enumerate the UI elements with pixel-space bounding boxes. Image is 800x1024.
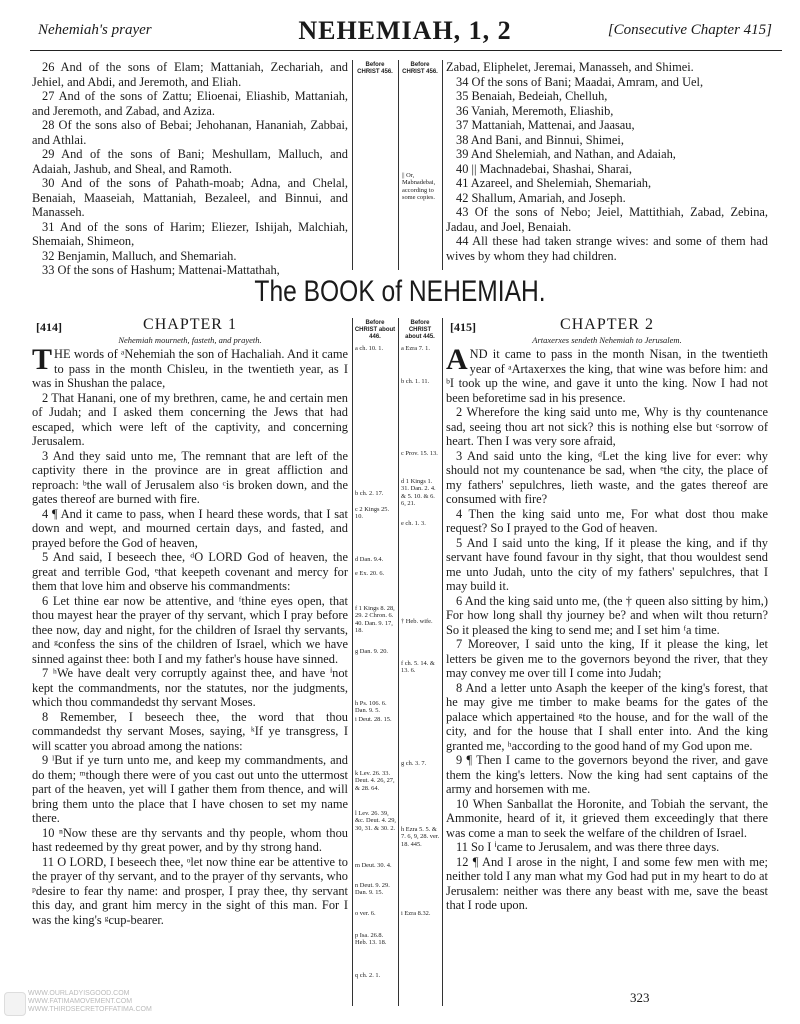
ref-b: g ch. 3. 7.: [401, 760, 427, 767]
verse: 35 Benaiah, Bedeiah, Chelluh,: [456, 89, 608, 103]
chapter-1-title: CHAPTER 1: [143, 316, 237, 333]
running-header: [38, 16, 772, 44]
verse: 43 Of the sons of Nebo; Jeiel, Mattithiah, Zabad, Zebina, Jadau, and Joel, Benaiah.: [446, 205, 768, 234]
verse: 37 Mattaniah, Mattenai, and Jaasau,: [456, 118, 635, 132]
column-divider: [352, 318, 353, 1006]
ezra-left-column: [32, 60, 348, 278]
verse: 7 Moreover, I said unto the king, If it please the king, let letters be given me to the governors beyond the river, that they may convey me over till I come into Judah;: [446, 637, 768, 680]
chapter-1-column: [32, 318, 348, 927]
verse: 34 Of the sons of Bani; Maadai, Amram, and Uel,: [456, 74, 704, 89]
verse: 5 And said, I beseech thee, ᵈO LORD God of heaven, the great and terrible God, ᵉthat keepeth covenant and mercy for them that love him and observe his commandments:: [32, 550, 348, 593]
verse: 4 Then the king said unto me, For what dost thou make request? So I prayed to the God of heaven.: [446, 506, 768, 535]
verse: 27 And of the sons of Zattu; Elioenai, Eliashib, Mattaniah, and Jeremoth, and Zabad, and Aziza.: [32, 89, 348, 118]
watermark-line: WWW.THIRDSECRETOFFATIMA.COM: [28, 1006, 152, 1013]
ref-b: e ch. 1. 3.: [401, 520, 426, 527]
ezra-right-column: [446, 60, 768, 263]
chapter-2-title: CHAPTER 2: [560, 316, 654, 333]
verse: ND it came to pass in the month Nisan, in the twentieth year of ᵃArtaxerxes the king, that wine was before him: and ᵇI took up the wine, and gave it unto the king. Now I had not been beforetime sad in his presence.: [446, 347, 768, 405]
ref-a: e Ex. 20. 6.: [355, 570, 385, 577]
ref-a: p Isa. 26.8. Heb. 13. 18.: [355, 932, 387, 947]
watermark-line: WWW.OURLADYISGOOD.COM: [28, 990, 130, 997]
verse: 8 And a letter unto Asaph the keeper of the king's forest, that he may give me timber to make beams for the gates of the palace which appertained ᵍto the house, and for the wall of the city, and for the house that I shall enter into. And the king granted me, ʰaccording to the good hand of my God upon me.: [446, 680, 768, 753]
drop-cap: A: [446, 343, 468, 376]
verse: 42 Shallum, Amariah, and Joseph.: [456, 190, 626, 205]
column-divider: [398, 318, 399, 1006]
column-divider: [398, 60, 399, 270]
verse: 44 All these had taken strange wives: and some of them had wives by whom they had children.: [446, 234, 768, 263]
ref-b: i Ezra 8.32.: [401, 910, 431, 917]
verse: 8 Remember, I beseech thee, the word that thou commandedst thy servant Moses, saying, ᵏIf ye transgress, I will scatter you abroad among the nations:: [32, 709, 348, 753]
verse: 2 That Hanani, one of my brethren, came, he and certain men of Judah; and I asked them concerning the Jews that had escaped, which were left of the captivity, and concerning Jerusalem.: [32, 390, 348, 448]
ref-a: n Deut. 9. 29. Dan. 9. 15.: [355, 882, 390, 897]
ref-a: d Dan. 9.4.: [355, 556, 384, 563]
verse: 11 O LORD, I beseech thee, ᵒlet now thine ear be attentive to the prayer of thy servant, and to the prayer of thy servants, who ᵖdesire to fear thy name: and prosper, I pray thee, thy servant this day, and grant him mercy in the sight of this man. For I was the king's ᵍcup-bearer.: [32, 854, 348, 927]
before-christ-marker: Before CHRIST about 446.: [354, 320, 396, 340]
chapter-2-column: [446, 318, 768, 913]
verse: 5 And I said unto the king, If it please the king, and if thy servant have found favour in thy sight, that thou wouldest send me unto Judah, unto the city of my fathers' sepulchres, that I may build it.: [446, 535, 768, 593]
verse: 28 Of the sons also of Bebai; Jehohanan, Hananiah, Zabbai, and Athlai.: [32, 118, 348, 147]
watermark-seal-icon: [4, 992, 26, 1016]
ref-a: m Deut. 30. 4.: [355, 862, 392, 869]
chapter-1-summary: Nehemiah mourneth, fasteth, and prayeth.: [118, 334, 262, 345]
verse: 10 When Sanballat the Horonite, and Tobiah the servant, the Ammonite, heard of it, it grieved them exceedingly that there was come a man to seek the welfare of the children of Israel.: [446, 796, 768, 840]
verse: 39 And Shelemiah, and Nathan, and Adaiah,: [456, 147, 676, 161]
watermark-line: WWW.FATIMAMOVEMENT.COM: [28, 998, 133, 1005]
verse: 3 And said unto the king, ᵈLet the king live for ever: why should not my countenance be sad, when ᵉthe city, the place of my fathers' sepulchres, lieth waste, and the gates thereof are consumed with fire?: [446, 448, 768, 506]
before-christ-marker: Before CHRIST about 445.: [405, 320, 435, 340]
ref-a: l Lev. 26. 39, &c. Deut. 4. 29, 30, 31. & 30. 2.: [355, 810, 396, 832]
watermark: [28, 990, 152, 1014]
header-rule: [30, 50, 782, 51]
verse: 26 And of the sons of Elam; Mattaniah, Zechariah, and Jehiel, and Abdi, and Jeremoth, and Eliah.: [32, 60, 348, 89]
ref-b: † Heb. wife.: [401, 618, 433, 625]
ref-a: i Deut. 28. 15.: [355, 716, 392, 723]
marginal-note: || Or, Mabnadebai, according to some copies.: [402, 172, 436, 202]
book-title: The BOOK of NEHEMIAH.: [254, 275, 546, 308]
drop-cap: T: [32, 343, 53, 376]
ref-a: f 1 Kings 8. 28, 29. 2 Chron. 6. 40. Dan. 9. 17, 18.: [355, 605, 395, 635]
verse: 3 And they said unto me, The remnant that are left of the captivity there in the province are in great affliction and reproach: ᵇthe wall of Jerusalem also ᶜis broken down, and the gates thereof are burned with fire.: [32, 448, 348, 506]
verse: 2 Wherefore the king said unto me, Why is thy countenance sad, seeing thou art not sick? this is nothing else but ᶜsorrow of heart. Then I was very sore afraid,: [446, 405, 768, 448]
header-right: [Consecutive Chapter 415]: [607, 22, 772, 38]
ref-a: o ver. 6.: [355, 910, 376, 917]
verse: HE words of ᵃNehemiah the son of Hachaliah. And it came to pass in the month Chisleu, in the twentieth year, as I was in Shushan the palace,: [32, 347, 348, 390]
verse: 10 ⁿNow these are thy servants and thy people, whom thou hast redeemed by thy great power, and by thy strong hand.: [32, 825, 348, 854]
column-divider: [442, 318, 443, 1006]
verse: 41 Azareel, and Shelemiah, Shemariah,: [456, 176, 652, 190]
ref-a: b ch. 2. 17.: [355, 490, 384, 497]
before-christ-marker: Before CHRIST 456.: [357, 62, 393, 75]
verse: 9 ˡBut if ye turn unto me, and keep my commandments, and do them; ᵐthough there were of you cast out unto the uttermost part of the heaven, yet will I gather them from thence, and will bring them unto the place that I have chosen to set my name there.: [32, 753, 348, 825]
chapter-number: [414]: [36, 320, 62, 334]
verse: 36 Vaniah, Meremoth, Eliashib,: [456, 103, 614, 118]
verse: Zabad, Eliphelet, Jeremai, Manasseh, and Shimei.: [446, 60, 694, 74]
ref-a: h Ps. 106. 6. Dan. 9. 5.: [355, 700, 387, 715]
header-center: NEHEMIAH, 1, 2: [298, 16, 512, 45]
verse: 30 And of the sons of Pahath-moab; Adna, and Chelal, Benaiah, Maaseiah, Mattaniah, Bezaleel, and Binnui, and Manasseh.: [32, 176, 348, 219]
column-divider: [442, 60, 443, 270]
before-christ-marker: Before CHRIST 456.: [402, 62, 438, 75]
verse: 6 Let thine ear now be attentive, and ᶠthine eyes open, that thou mayest hear the prayer of thy servant, which I pray before thee now, day and night, for the children of Israel thy servants, and ᵍconfess the sins of the children of Israel, which we have sinned against thee: both I and my father's house have sinned.: [32, 593, 348, 666]
verse: 32 Benjamin, Malluch, and Shemariah.: [42, 248, 237, 263]
page-number: 323: [630, 990, 650, 1005]
verse: 29 And of the sons of Bani; Meshullam, Malluch, and Adaiah, Jashub, and Sheal, and Ramoth.: [32, 147, 348, 176]
verse: 4 ¶ And it came to pass, when I heard these words, that I sat down and wept, and mourned certain days, and fasted, and prayed before the God of heaven,: [32, 506, 348, 550]
ref-b: c Prov. 15. 13.: [401, 450, 438, 457]
verse: 40 || Machnadebai, Shashai, Sharai,: [456, 161, 632, 176]
verse: 9 ¶ Then I came to the governors beyond the river, and gave them the king's letters. Now the king had sent captains of the army and horsemen with me.: [446, 753, 768, 796]
chapter-number: [415]: [450, 320, 476, 334]
verse: 12 ¶ And I arose in the night, I and some few men with me; neither told I any man what my God had put in my heart to do at Jerusalem: neither was there any beast with me, save the beast that I rode upon.: [446, 854, 768, 912]
ref-a: g Dan. 9. 20.: [355, 648, 389, 655]
column-divider: [352, 60, 353, 270]
ref-b: h Ezra 5. 5. & 7. 6, 9, 28. ver. 18. 445.: [401, 826, 440, 848]
verse: 11 So I ⁱcame to Jerusalem, and was there three days.: [456, 840, 720, 854]
ref-a: q ch. 2. 1.: [355, 972, 381, 979]
ref-a: c 2 Kings 25. 10.: [355, 506, 390, 521]
ref-b: f ch. 5. 14. & 13. 6.: [401, 660, 435, 675]
verse: 6 And the king said unto me, (the † queen also sitting by him,) For how long shall thy journey be? and when wilt thou return? So it pleased the king to send me; and I set him ᶠa time.: [446, 593, 768, 637]
verse: 7 ʰWe have dealt very corruptly against thee, and have ⁱnot kept the commandments, nor the statutes, nor the judgments, which thou commandedst thy servant Moses.: [32, 666, 348, 709]
ref-b: b ch. 1. 11.: [401, 378, 430, 385]
ref-b: a Ezra 7. 1.: [401, 345, 430, 352]
header-left: Nehemiah's prayer: [38, 22, 152, 38]
chapter-2-summary: Artaxerxes sendeth Nehemiah to Jerusalem.: [532, 334, 682, 345]
verse: 33 Of the sons of Hashum; Mattenai-Mattathah,: [42, 263, 280, 277]
ref-a: a ch. 10. 1.: [355, 345, 384, 352]
ref-b: d 1 Kings 1. 31. Dan. 2. 4. & 5. 10. & 6. 6, 21.: [401, 478, 436, 508]
verse: 38 And Bani, and Binnui, Shimei,: [456, 132, 624, 147]
verse: 31 And of the sons of Harim; Eliezer, Ishijah, Malchiah, Shemaiah, Shimeon,: [32, 219, 348, 248]
ref-a: k Lev. 26. 33. Deut. 4. 26, 27, & 28. 64.: [355, 770, 395, 792]
